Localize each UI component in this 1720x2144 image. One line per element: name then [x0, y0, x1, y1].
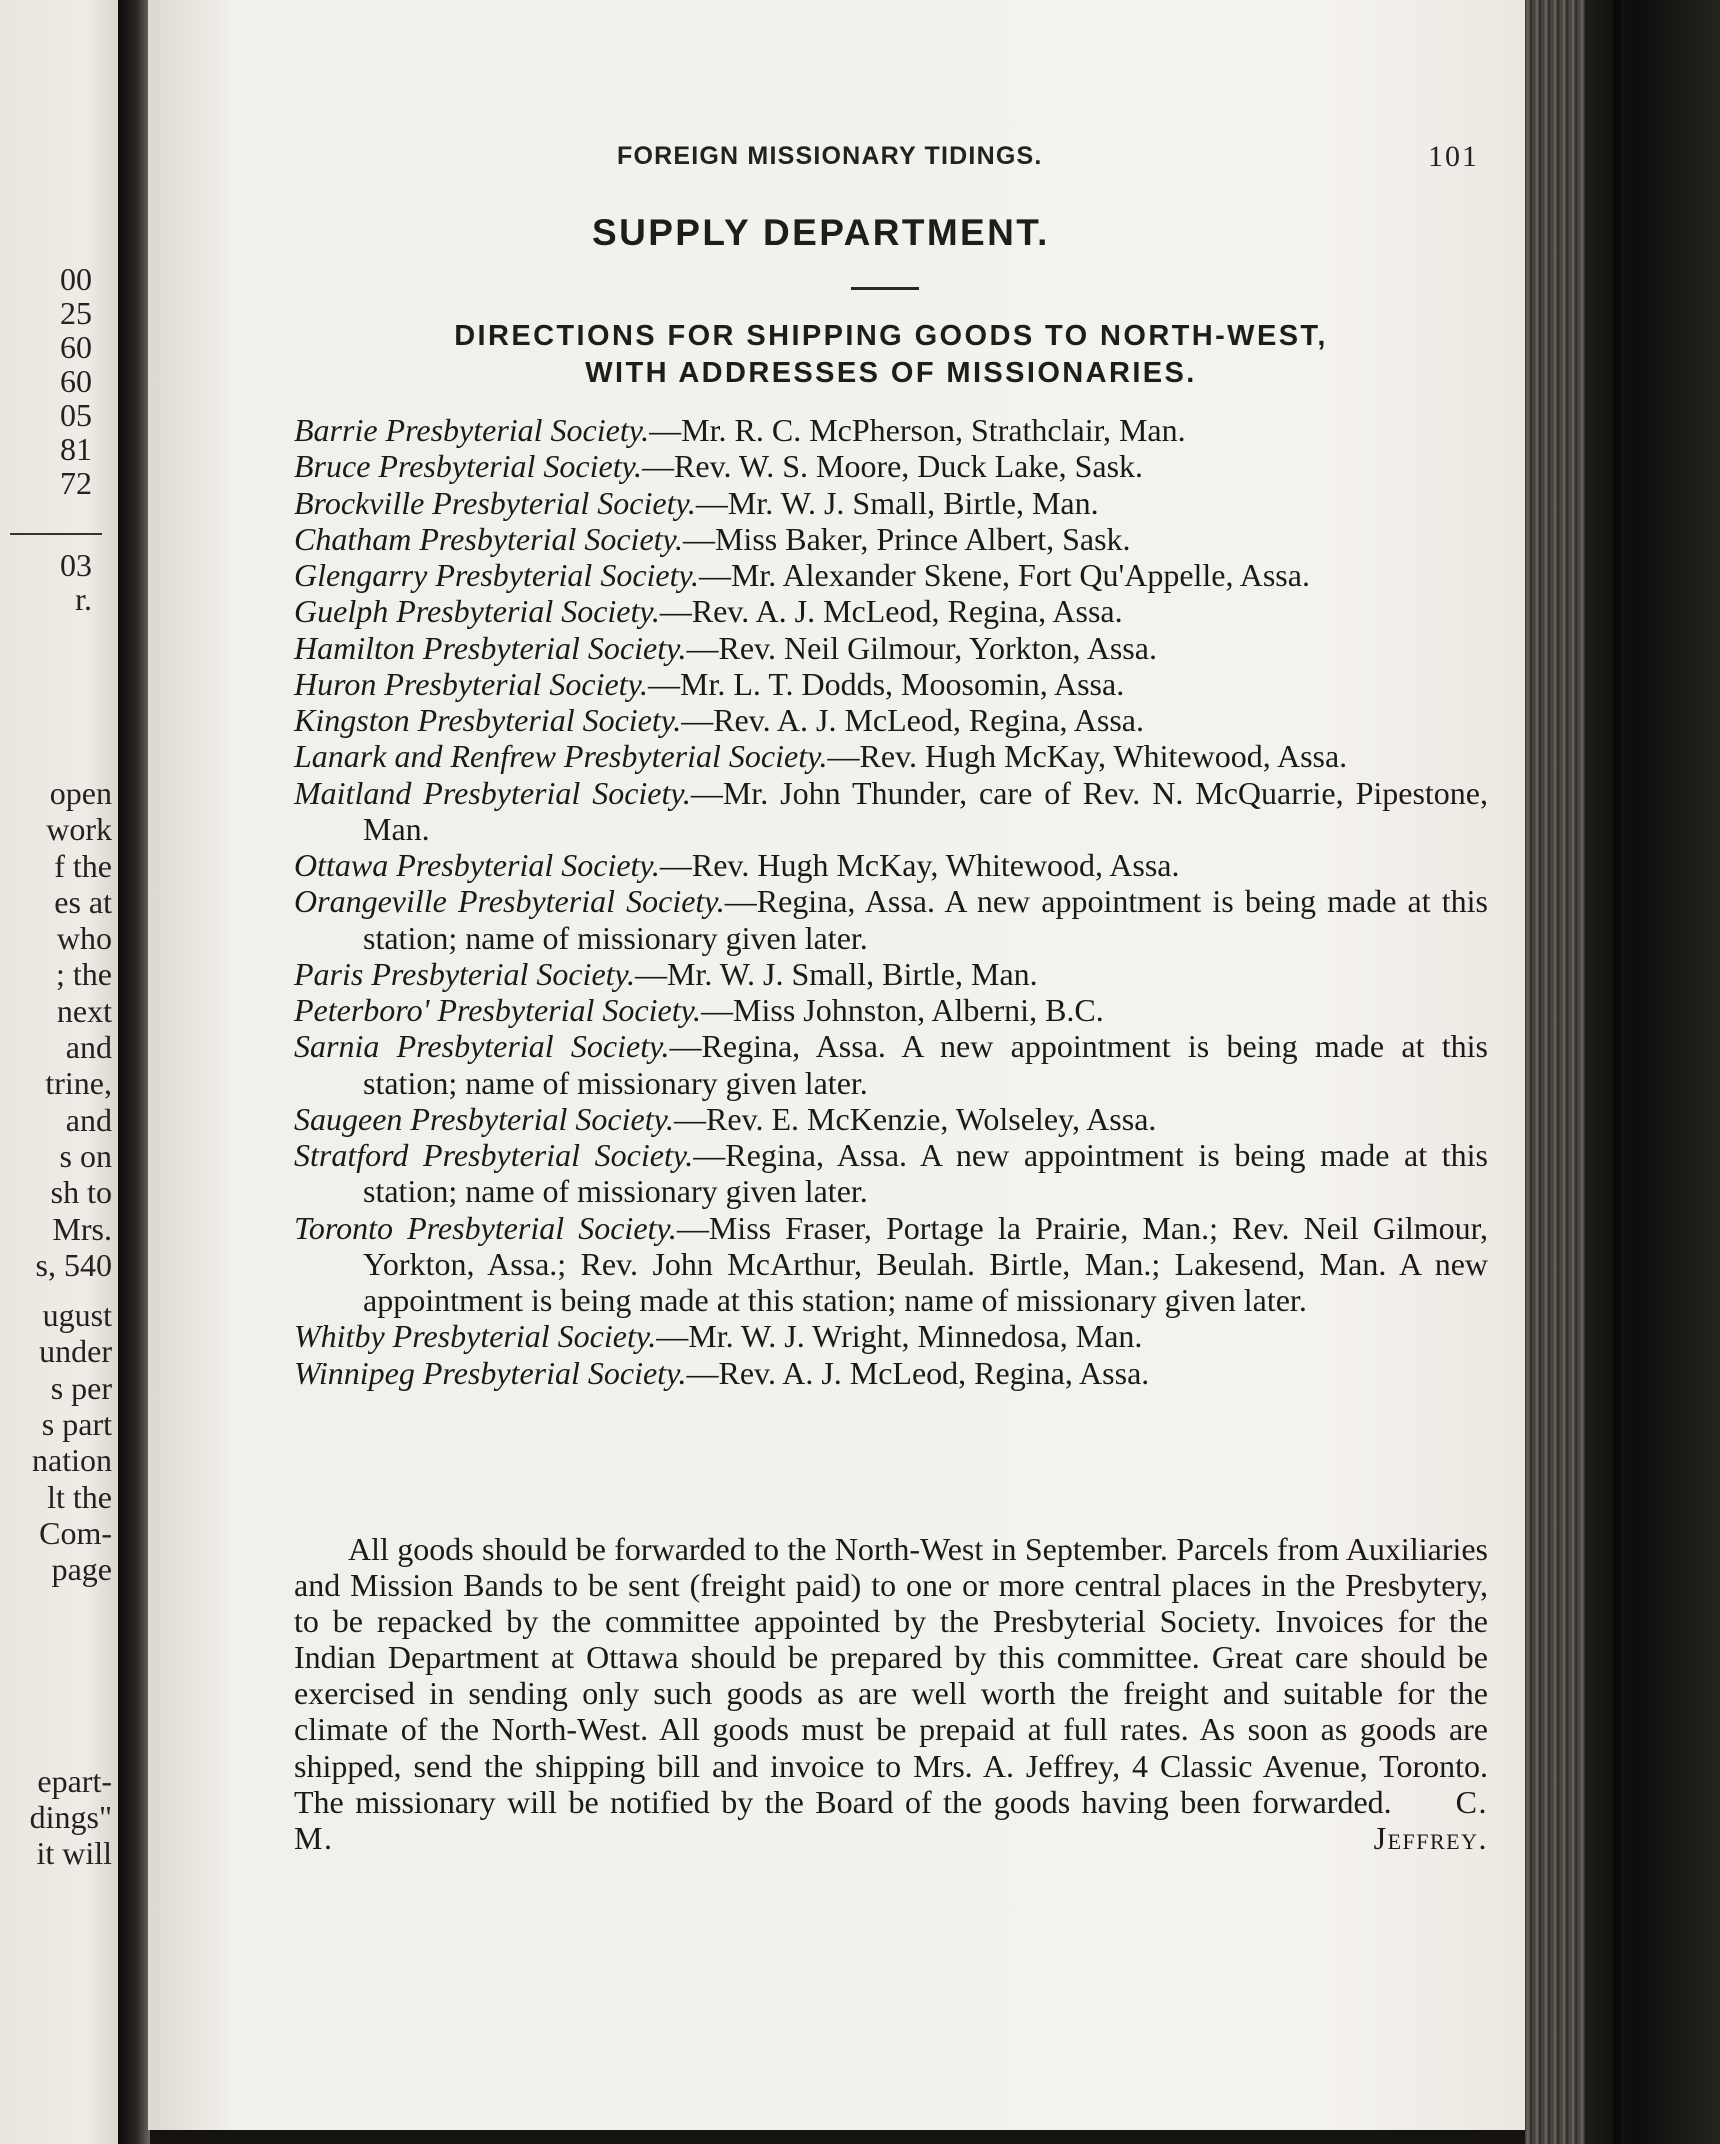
page-number: 101 — [1428, 140, 1479, 173]
facing-fragment: trine, — [45, 1065, 112, 1102]
facing-fragment: and — [65, 1101, 112, 1138]
facing-fragment: next — [56, 992, 112, 1029]
facing-fragment: ugust — [42, 1297, 112, 1334]
facing-number: 60 — [60, 363, 92, 399]
society-entry — [294, 883, 1488, 956]
society-name: Guelph Presbyterial Society. — [294, 593, 660, 630]
facing-page-text — [0, 775, 112, 1871]
facing-page-numbers — [0, 262, 92, 500]
society-name: Brockville Presbyterial Society. — [294, 484, 696, 521]
society-name: Huron Presbyterial Society. — [294, 665, 648, 702]
society-name: Barrie Presbyterial Society. — [294, 412, 650, 448]
society-entry — [294, 412, 1488, 448]
society-address: —Mr. W. J. Wright, Minnedosa, Man. — [656, 1318, 1143, 1355]
society-name: Ottawa Presbyterial Society. — [294, 847, 660, 883]
society-address: —Rev. A. J. McLeod, Regina, Assa. — [681, 702, 1144, 738]
facing-fragment: who — [56, 920, 112, 957]
facing-fragment: and — [65, 1029, 112, 1066]
facing-fragment: Com- — [39, 1514, 112, 1551]
society-entry — [294, 1318, 1488, 1354]
title-rule — [851, 287, 919, 290]
society-address: —Rev. Hugh McKay, Whitewood, Assa. — [827, 738, 1348, 775]
facing-fragment: es at — [54, 883, 112, 920]
instructions-paragraph — [294, 1531, 1488, 1856]
society-name: Toronto Presbyterial Society. — [294, 1209, 677, 1246]
society-name: Hamilton Presbyterial Society. — [294, 629, 687, 666]
book-spine-line — [1613, 0, 1621, 2144]
facing-number: 72 — [60, 465, 92, 501]
society-entry — [294, 738, 1488, 774]
facing-fragment: s, 540 — [35, 1246, 112, 1283]
society-address: —Regina, Assa. A new appointment is being made at this station; name of missionary given later. — [363, 883, 1489, 956]
society-entry — [294, 956, 1488, 992]
society-address: —Rev. Hugh McKay, Whitewood, Assa. — [659, 847, 1180, 883]
society-entry — [294, 847, 1488, 883]
facing-fragment: ; the — [56, 956, 112, 993]
book-cover-edge — [1585, 0, 1720, 2144]
society-entry — [294, 557, 1488, 593]
society-name: Winnipeg Presbyterial Society. — [294, 1354, 687, 1391]
society-entry — [294, 1137, 1488, 1210]
society-name: Sarnia Presbyterial Society. — [294, 1028, 670, 1065]
facing-number: 81 — [60, 431, 92, 467]
society-name: Stratford Presbyterial Society. — [294, 1137, 694, 1173]
facing-fragment: nation — [32, 1442, 112, 1479]
society-address: —Mr. R. C. McPherson, Strathclair, Man. — [649, 412, 1186, 448]
facing-fragment: Mrs. — [52, 1210, 112, 1247]
facing-fragment: s on — [59, 1137, 112, 1174]
section-subheading — [296, 318, 1486, 392]
society-address: —Regina, Assa. A new appointment is being made at this station; name of missionary given later. — [363, 1028, 1489, 1101]
society-address: —Mr. W. J. Small, Birtle, Man. — [634, 955, 1038, 992]
society-address: —Miss Fraser, Portage la Prairie, Man.; Rev. Neil Gilmour, Yorkton, Assa.; Rev. John McArthur, Beulah. Birtle, Man.; Lakesend, Man. A new appointment is being made at this station; name of missionary given later. — [363, 1209, 1488, 1318]
facing-number: 60 — [60, 329, 92, 365]
facing-fragment: lt the — [47, 1478, 112, 1515]
society-address: —Rev. A. J. McLeod, Regina, Assa. — [686, 1354, 1150, 1391]
society-name: Bruce Presbyterial Society. — [294, 448, 643, 485]
society-name: Whitby Presbyterial Society. — [294, 1318, 657, 1355]
society-name: Glengarry Presbyterial Society. — [294, 557, 699, 593]
society-entry — [294, 521, 1488, 557]
society-entry — [294, 593, 1488, 629]
instructions-text: All goods should be forwarded to the North-West in September. Parcels from Auxiliaries and Mission Bands to be sent (freight paid) to one or more central places in the Presbytery, to be repacked by the committee appointed by the Presbyterial Society. Invoices for the Indian Department at Ottawa should be prepared by this committee. Great care should be exercised in sending only such goods as are well worth the freight and suitable for the climate of the North-West. All goods must be prepaid at full rates. As soon as goods are shipped, send the shipping bill and invoice to Mrs. A. Jeffrey, 4 Classic Avenue, Toronto. The missionary will be notified by the Board of the goods having been forwarded. — [294, 1531, 1488, 1820]
facing-fragment: f the — [54, 847, 112, 884]
society-name: Paris Presbyterial Society. — [294, 955, 635, 992]
society-name: Orangeville Presbyterial Society. — [294, 883, 725, 920]
society-entry — [294, 775, 1488, 848]
society-name: Kingston Presbyterial Society. — [294, 702, 682, 738]
society-address: —Mr. L. T. Dodds, Moosomin, Assa. — [648, 665, 1125, 702]
society-address: —Miss Johnston, Alberni, B.C. — [701, 992, 1104, 1028]
facing-number: 03 — [60, 547, 92, 583]
facing-page-total — [0, 548, 92, 616]
shipping-instructions — [294, 1531, 1488, 1856]
subheading-line: DIRECTIONS FOR SHIPPING GOODS TO NORTH-WEST, — [454, 320, 1328, 352]
society-address: —Mr. John Thunder, care of Rev. N. McQuarrie, Pipestone, Man. — [363, 774, 1489, 847]
society-address: —Regina, Assa. A new appointment is being made at this station; name of missionary given later. — [363, 1137, 1489, 1210]
society-entry — [294, 630, 1488, 666]
society-address: —Mr. W. J. Small, Birtle, Man. — [695, 484, 1099, 521]
society-address: —Rev. E. McKenzie, Wolseley, Assa. — [674, 1100, 1157, 1137]
facing-page-fragment — [0, 0, 122, 2144]
facing-fragment: it will — [36, 1835, 112, 1872]
facing-fragment: work — [46, 811, 112, 848]
society-entry — [294, 666, 1488, 702]
society-address: —Rev. A. J. McLeod, Regina, Assa. — [659, 593, 1123, 630]
society-name: Chatham Presbyterial Society. — [294, 520, 683, 557]
page-edges — [1525, 0, 1720, 2144]
facing-fragment: s part — [41, 1406, 112, 1443]
facing-fragment: s per — [50, 1369, 112, 1406]
facing-number: 25 — [60, 295, 92, 331]
facing-fragment: dings" — [29, 1798, 112, 1835]
society-entry — [294, 1210, 1488, 1319]
facing-fragment: epart- — [37, 1762, 112, 1799]
running-head: FOREIGN MISSIONARY TIDINGS. — [617, 142, 1043, 170]
society-name: Lanark and Renfrew Presbyterial Society. — [294, 738, 828, 775]
signature: C. M. Jeffrey. — [294, 1783, 1488, 1856]
facing-fragment: under — [39, 1333, 112, 1370]
facing-number: r. — [75, 581, 92, 617]
society-address: —Miss Baker, Prince Albert, Sask. — [682, 520, 1131, 557]
section-title: SUPPLY DEPARTMENT. — [592, 212, 1050, 253]
society-name: Saugeen Presbyterial Society. — [294, 1100, 675, 1137]
book-gutter — [118, 0, 150, 2144]
facing-number: 00 — [60, 261, 92, 297]
society-entry — [294, 992, 1488, 1028]
society-address: —Rev. Neil Gilmour, Yorkton, Assa. — [686, 629, 1157, 666]
society-address: —Rev. W. S. Moore, Duck Lake, Sask. — [642, 448, 1144, 485]
society-entry — [294, 1355, 1488, 1391]
society-name: Peterboro' Presbyterial Society. — [294, 992, 702, 1028]
facing-fragment: sh to — [50, 1174, 112, 1211]
society-address-list — [294, 412, 1488, 1391]
society-entry — [294, 448, 1488, 484]
facing-page-rule — [10, 533, 102, 535]
society-entry — [294, 702, 1488, 738]
facing-fragment: page — [51, 1551, 112, 1588]
society-name: Maitland Presbyterial Society. — [294, 774, 691, 811]
society-entry — [294, 1101, 1488, 1137]
facing-number: 05 — [60, 397, 92, 433]
society-entry — [294, 485, 1488, 521]
facing-fragment: open — [49, 775, 112, 811]
society-address: —Mr. Alexander Skene, Fort Qu'Appelle, Assa. — [698, 557, 1310, 593]
society-entry — [294, 1028, 1488, 1101]
subheading-line: WITH ADDRESSES OF MISSIONARIES. — [585, 357, 1197, 389]
